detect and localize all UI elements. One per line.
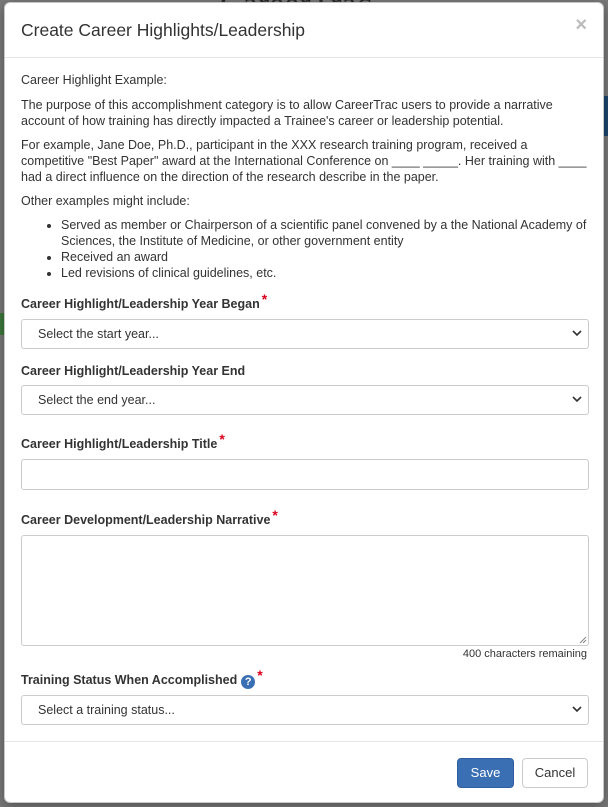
characters-remaining: 400 characters remaining [462, 648, 587, 660]
title-input[interactable] [21, 459, 589, 490]
required-marker: * [272, 507, 278, 523]
year-began-select[interactable] [21, 319, 589, 349]
year-end-value: Select the end year... [38, 393, 156, 407]
intro-purpose: The purpose of this accomplishment category is to allow CareerTrac users to provide a narrative account of how training has directly impacted a Trainee's career or leadership potential. [21, 98, 553, 128]
year-end-label: Career Highlight/Leadership Year End [21, 364, 246, 378]
training-status-field [21, 667, 587, 725]
narrative-field [21, 507, 587, 660]
training-status-select[interactable] [21, 695, 589, 725]
chevron-down-icon [572, 704, 582, 714]
year-end-select[interactable] [21, 385, 589, 415]
year-began-label: Career Highlight/Leadership Year Began [21, 297, 260, 311]
required-marker: * [219, 431, 225, 447]
training-status-label: Training Status When Accomplished [21, 673, 238, 687]
title-label: Career Highlight/Leadership Title [21, 437, 218, 451]
title-field [21, 431, 587, 490]
close-icon[interactable]: × [575, 14, 587, 36]
examples-list [21, 217, 587, 281]
intro-other-heading: Other examples might include: [21, 194, 190, 208]
help-icon[interactable]: ? [241, 675, 255, 689]
chevron-down-icon [572, 394, 582, 404]
required-marker: * [257, 667, 263, 683]
cancel-button[interactable]: Cancel [522, 758, 588, 788]
required-marker: * [261, 291, 268, 307]
year-end-field [21, 363, 587, 415]
list-item: • Served as member or Chairperson of a scientific panel convened by a the National Academy of Sciences, the Institute of Medicine, or other government entity [61, 217, 587, 249]
intro-text [21, 72, 587, 281]
narrative-label: Career Development/Leadership Narrative [21, 513, 271, 527]
intro-heading: Career Highlight Example: [21, 73, 167, 87]
save-button[interactable]: Save [457, 758, 514, 788]
chevron-down-icon [572, 328, 582, 338]
resize-grip-icon[interactable] [578, 635, 587, 644]
modal-footer [5, 741, 603, 803]
list-item: • Led revisions of clinical guidelines, etc. [61, 265, 587, 281]
list-item: • Received an award [61, 249, 587, 265]
intro-example: For example, Jane Doe, Ph.D., participant in the XXX research training program, received a competitive "Best Paper" award at the International Conference on ____ _____. Her training with ____ had a direct influence on the direction of the research describe in the paper. [21, 138, 587, 184]
year-began-field [21, 291, 587, 349]
create-career-highlight-modal [4, 2, 604, 803]
modal-body [5, 58, 603, 725]
modal-header [5, 3, 603, 58]
training-status-value: Select a training status... [38, 703, 175, 717]
narrative-textarea[interactable] [21, 535, 589, 646]
year-began-value: Select the start year... [38, 327, 159, 341]
modal-title: Create Career Highlights/Leadership [21, 20, 306, 40]
